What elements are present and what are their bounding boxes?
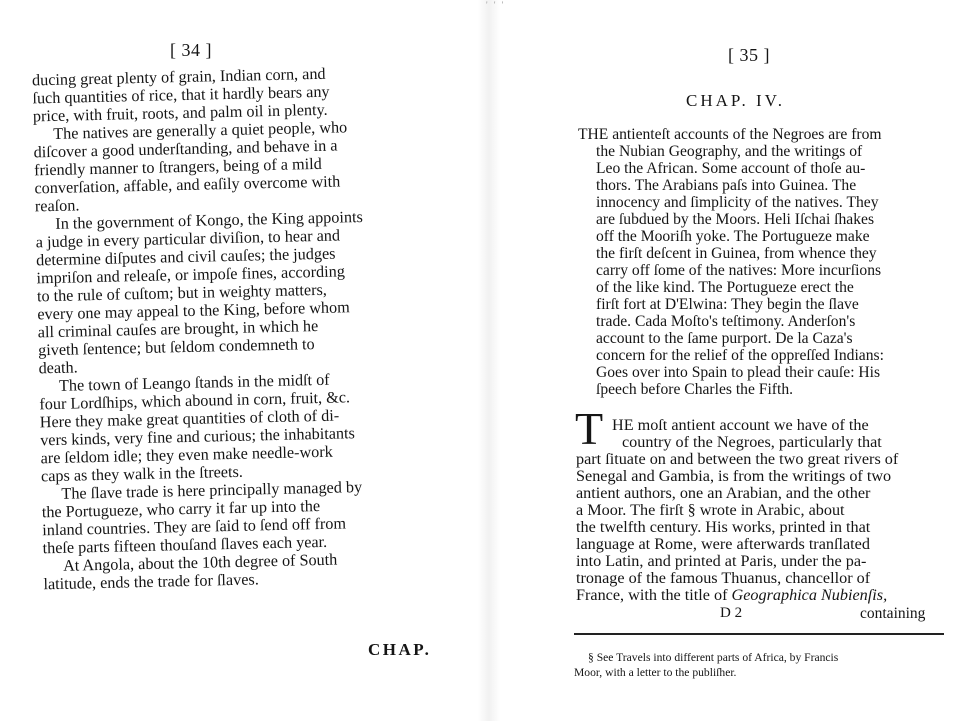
text-line: In the government of Kongo, the King appoints bbox=[55, 207, 363, 233]
text-line: all criminal cauſes are brought, in which he bbox=[37, 316, 319, 342]
page-number: [ 35 ] bbox=[728, 45, 770, 65]
summary-line: the Nubian Geography, and the writings of bbox=[596, 143, 863, 160]
text-line: to the rule of cuſtom; but in weighty matters, bbox=[36, 280, 328, 306]
text-line: theſe parts fifteen thouſand ſlaves each year. bbox=[42, 532, 328, 558]
summary-line: concern for the relief of the oppreſſed Indians: bbox=[596, 347, 884, 364]
summary-line: trade. Cada Moſto's teſtimony. Anderſon's bbox=[596, 313, 856, 330]
text-line: friendly manner to ſtrangers, being of a mild bbox=[33, 154, 322, 180]
text-line: price, with fruit, roots, and palm oil in plenty. bbox=[32, 100, 328, 126]
catchword: containing bbox=[860, 605, 926, 622]
text-line: vers kinds, very fine and curious; the inhabitants bbox=[40, 424, 356, 450]
summary-line: off the Mooriſh yoke. The Portugueze make bbox=[596, 228, 870, 245]
text-line: country of the Negroes, particularly that bbox=[622, 433, 882, 451]
summary-line: account to the ſame purport. De la Caza's bbox=[596, 330, 853, 347]
summary-line: ſpeech before Charles the Fifth. bbox=[596, 381, 794, 398]
summary-line: are ſubdued by the Moors. Heli Iſchai ſhakes bbox=[596, 211, 875, 228]
text-line: diſcover a good underſtanding, and behave in a bbox=[33, 136, 338, 162]
text-line: four Lordſhips, which abound in corn, fruit, &c. bbox=[39, 388, 351, 414]
summary-line: Leo the African. Some account of thoſe au- bbox=[596, 160, 866, 177]
summary-line: THE antienteſt accounts of the Negroes are from bbox=[578, 126, 882, 143]
text-line: tronage of the famous Thuanus, chancellor of bbox=[576, 569, 871, 587]
italic-title: Geographica Nubienſis, bbox=[731, 586, 888, 604]
summary-line: firſt fort at D'Elwina: They begin the ſlave bbox=[596, 296, 859, 313]
text-line: The ſlave trade is here principally managed by bbox=[61, 478, 363, 503]
text-line: ducing great plenty of grain, Indian corn, and bbox=[31, 64, 326, 90]
text-line: a Moor. The firſt § wrote in Arabic, about bbox=[576, 501, 845, 519]
text-line: the Portugueze, who carry it far up into the bbox=[41, 497, 321, 522]
text-line: caps as they walk in the ſtreets. bbox=[40, 462, 244, 486]
text-line: reaſon. bbox=[34, 196, 80, 216]
text-line: At Angola, about the 10th degree of South bbox=[62, 550, 338, 575]
text-line: a judge in every particular diviſion, to hear and bbox=[35, 226, 341, 252]
text-fragment: France, with the title of bbox=[576, 586, 732, 604]
text-line: antient authors, one an Arabian, and the other bbox=[576, 484, 871, 502]
text-line: part ſituate on and between the two great rivers of bbox=[576, 450, 899, 468]
text-line bbox=[576, 586, 887, 604]
text-line: inland countries. They are ſaid to ſend off from bbox=[42, 514, 347, 540]
text-line: Here they make great quantities of cloth of di- bbox=[39, 406, 340, 432]
summary-line: innocency and ſimplicity of the natives. They bbox=[596, 194, 879, 211]
signature-mark: D 2 bbox=[720, 605, 743, 621]
text-line: latitude, ends the trade for ſlaves. bbox=[43, 570, 259, 594]
right-page bbox=[490, 0, 980, 721]
catchword: CHAP. bbox=[368, 640, 432, 659]
text-line: are ſeldom idle; they even make needle-work bbox=[40, 442, 333, 468]
summary-line: carry off ſome of the natives: More incurſions bbox=[596, 262, 882, 279]
footnote-rule bbox=[574, 633, 944, 635]
summary-line: thors. The Arabians paſs into Guinea. The bbox=[596, 177, 857, 194]
summary-line: of the like kind. The Portugueze erect the bbox=[596, 279, 854, 296]
text-line: language at Rome, were afterwards tranſlated bbox=[576, 535, 870, 553]
text-line: the twelfth century. His works, printed in that bbox=[576, 518, 871, 536]
text-line: every one may appeal to the King, before whom bbox=[37, 298, 350, 324]
page-number: [ 34 ] bbox=[170, 40, 212, 60]
text-line: into Latin, and printed at Paris, under the pa- bbox=[576, 552, 867, 570]
text-line: death. bbox=[38, 358, 78, 378]
text-line: impriſon and releaſe, or impoſe fines, according bbox=[36, 262, 346, 288]
text-line: determine diſputes and civil cauſes; the judges bbox=[35, 244, 336, 270]
footnote-line: Moor, with a letter to the publiſher. bbox=[574, 666, 737, 679]
chapter-heading: CHAP. IV. bbox=[686, 91, 785, 110]
bleed-mark: ' ' ' bbox=[486, 0, 506, 10]
text-line: Senegal and Gambia, is from the writings of two bbox=[576, 467, 892, 485]
footnote-line: § See Travels into different parts of Africa, by Francis bbox=[588, 651, 839, 664]
summary-line: the firſt deſcent in Guinea, from whence they bbox=[596, 245, 877, 262]
summary-line: Goes over into Spain to plead their cauſe: His bbox=[596, 364, 881, 381]
text-line: giveth ſentence; but ſeldom condemneth to bbox=[37, 335, 315, 360]
text-line: HE moſt antient account we have of the bbox=[612, 416, 869, 434]
text-line: The town of Leango ſtands in the midſt of bbox=[58, 370, 330, 395]
text-line: converſation, affable, and eaſily overcome with bbox=[34, 172, 341, 198]
text-line: The natives are generally a quiet people, who bbox=[53, 118, 348, 143]
text-line: ſuch quantities of rice, that it hardly bears any bbox=[32, 82, 330, 108]
drop-cap: T bbox=[575, 403, 604, 454]
